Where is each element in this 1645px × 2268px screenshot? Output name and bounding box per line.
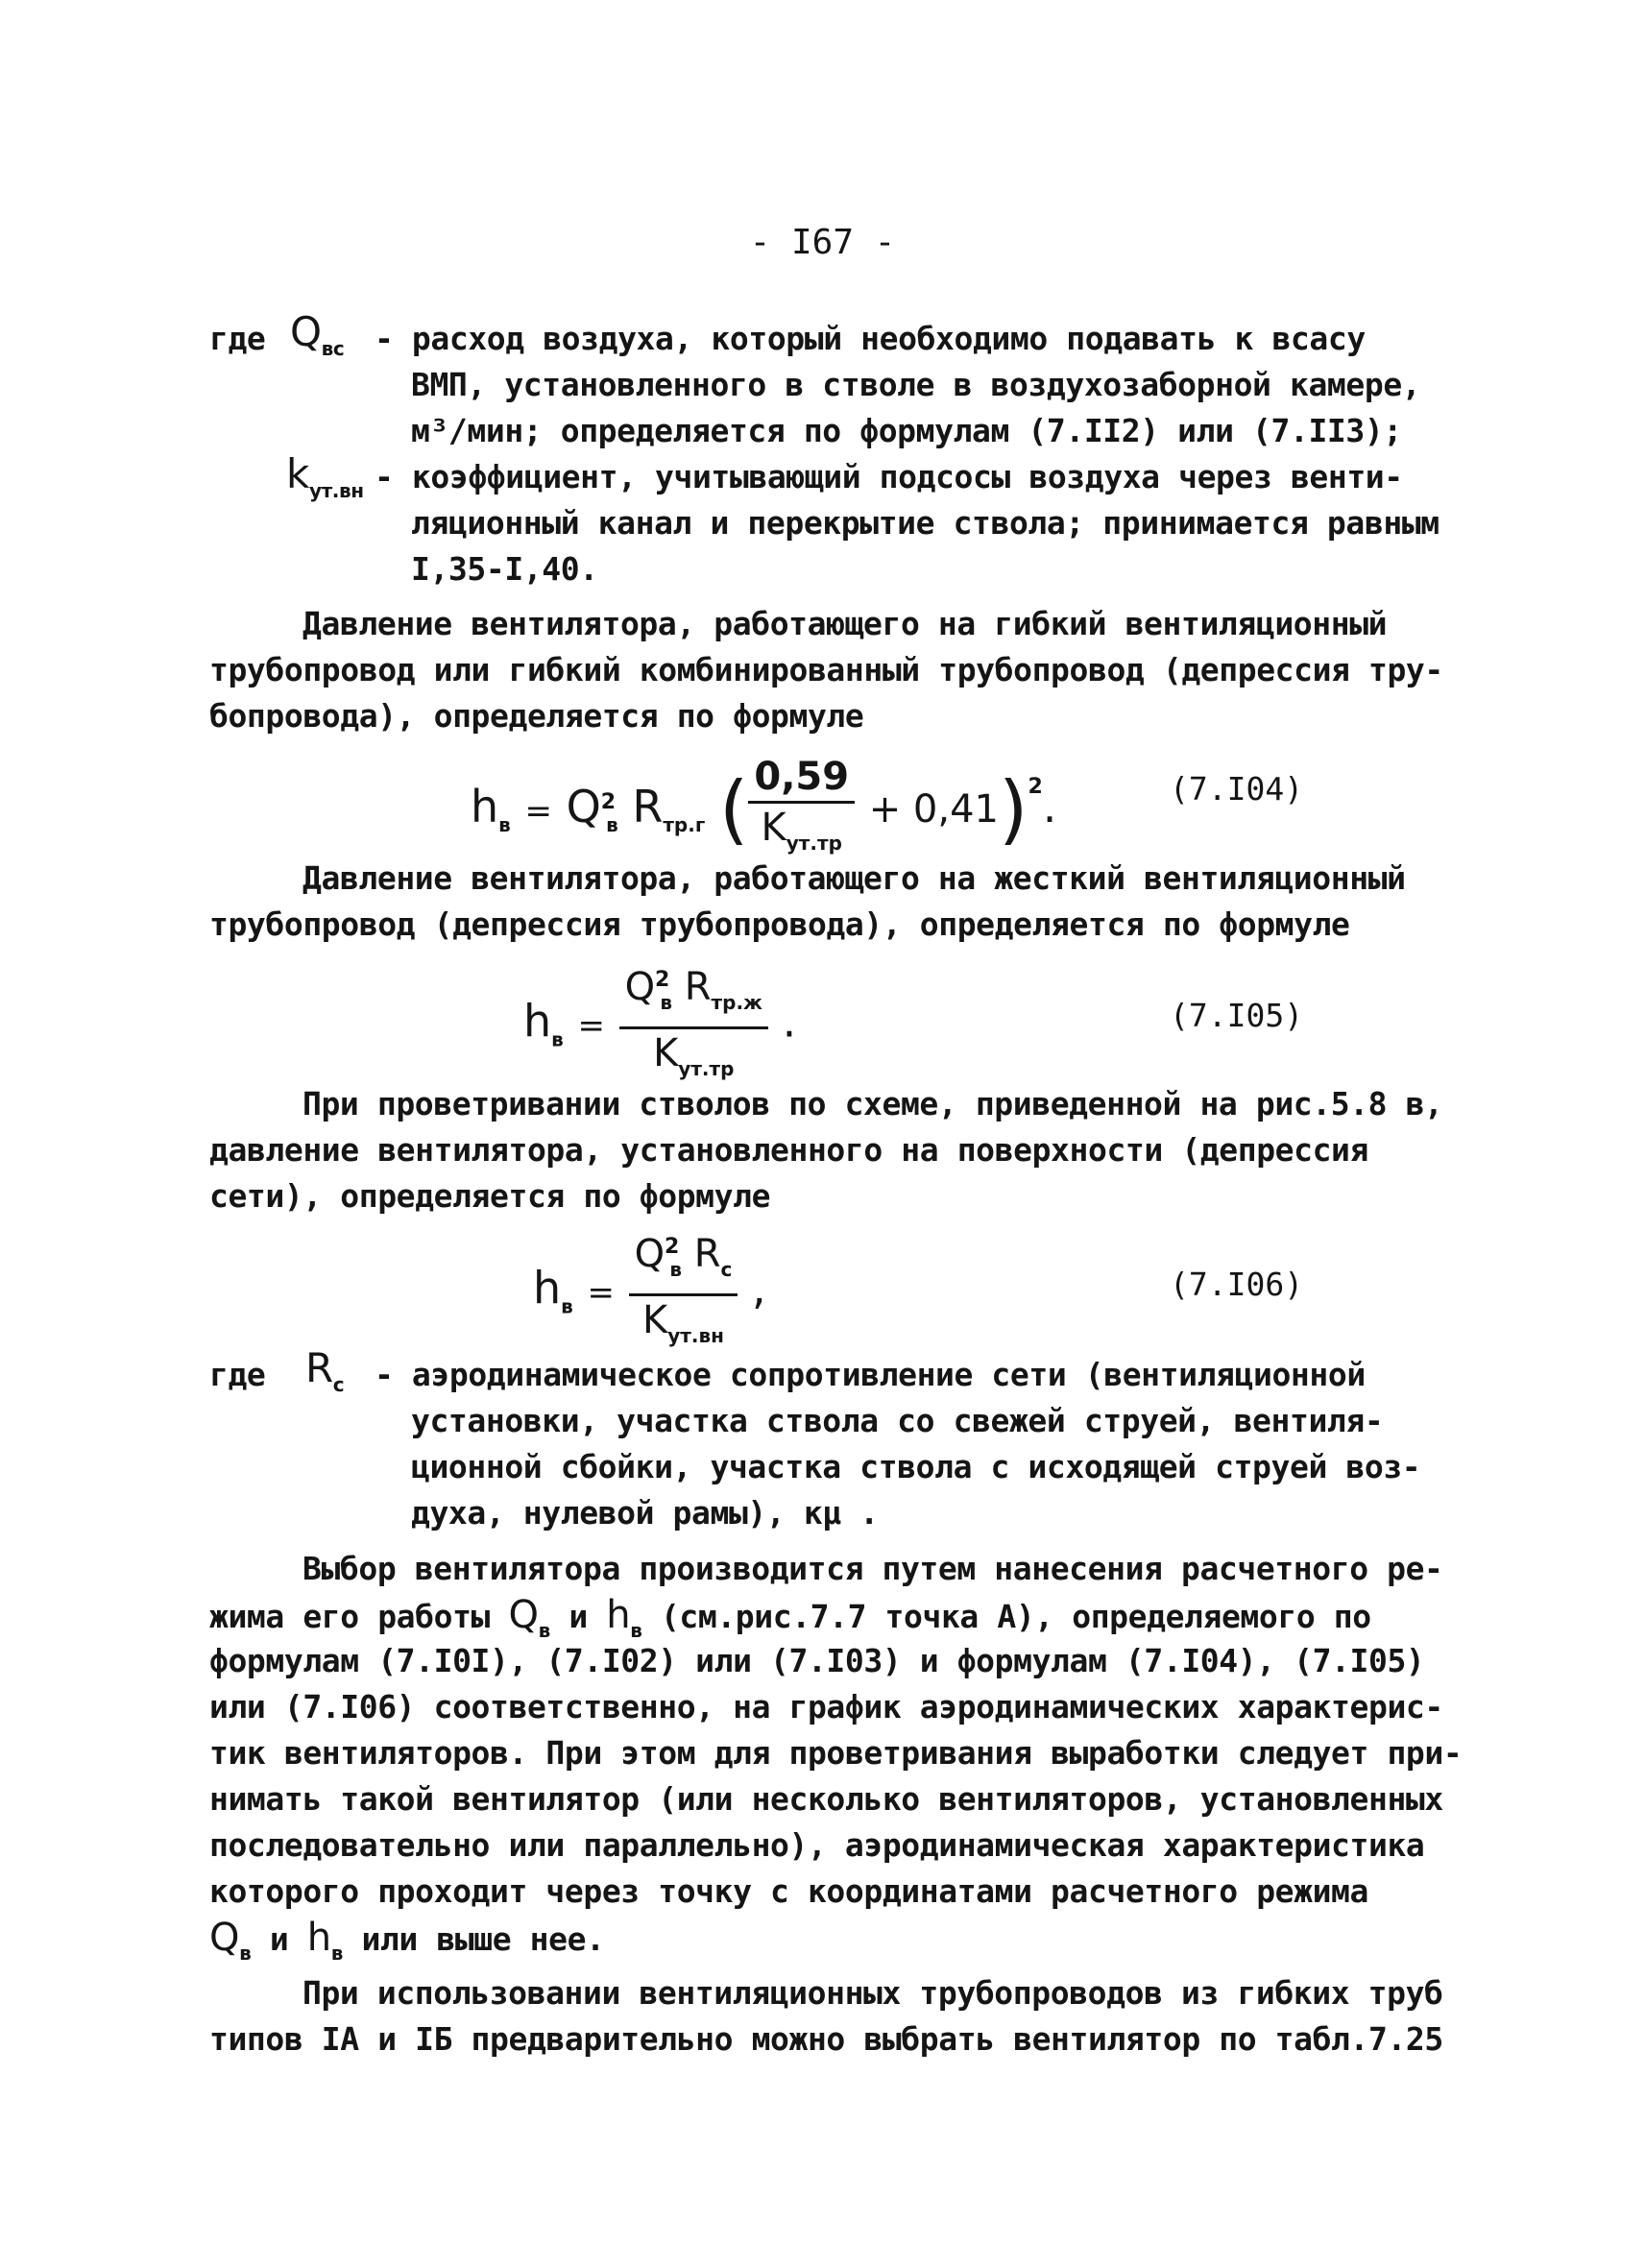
equation-7-105: $h_в$ = $\frac{Q^2_в R_{тр.ж}}{K_{ут.тр}}$ . [523, 958, 796, 1093]
page-number: - I67 - [749, 223, 896, 262]
para1-line-3: бопровода), определяется по формуле [209, 697, 864, 735]
equation-7-104-number: (7.I04) [1170, 770, 1304, 808]
para4-line-1: Выбор вентилятора производится путем нанесения расчетного ре- [302, 1550, 1443, 1587]
def2-symbol: $k_{ут.вн}$ [286, 450, 364, 502]
def1-line-2: ВМП, установленного в стволе в воздухозаборной камере, [411, 366, 1421, 403]
para4-line-5: тик вентиляторов. При этом для проветривания выработки следует при- [209, 1734, 1463, 1772]
para3-line-1: При проветривании стволов по схеме, приведенной на рис.5.8 в, [302, 1085, 1443, 1122]
para5-line-1: При использовании вентиляционных трубопроводов из гибких труб [302, 1974, 1443, 2012]
para4-line-9: $Q_в$ и $h_в$ или выше нее. [209, 1916, 605, 1965]
para4-line-3: формулам (7.I0I), (7.I02) или (7.I03) и формулам (7.I04), (7.I05) [209, 1642, 1425, 1679]
def1-line-3: м³/мин; определяется по формулам (7.II2) или (7.II3); [411, 412, 1402, 449]
para3-line-2: давление вентилятора, установленного на поверхности (депрессия [209, 1131, 1368, 1169]
equation-7-106: $h_в$ = $\frac{Q^2_в R_с}{K_{ут.вн}}$ , [533, 1225, 766, 1360]
def1-where: где [209, 320, 266, 357]
def2-line-3: I,35-I,40. [411, 550, 598, 588]
def1-line-1: - расход воздуха, который необходимо подавать к всасу [375, 320, 1366, 357]
para1-line-1: Давление вентилятора, работающего на гибкий вентиляционный [302, 605, 1388, 642]
equation-7-106-number: (7.I06) [1170, 1266, 1304, 1303]
def3-symbol: $R_с$ [305, 1344, 345, 1396]
def1-symbol: $Q_{вс}$ [290, 308, 345, 360]
para4-line-2: жима его работы $Q_в$ и $h_в$ (см.рис.7.7 точка А), определяемого по [209, 1593, 1371, 1642]
para1-line-2: трубопровод или гибкий комбинированный трубопровод (депрессия тру- [209, 651, 1443, 688]
def2-line-1: - коэффициент, учитывающий подсосы воздуха через венти- [375, 458, 1403, 495]
def3-line-1: - аэродинамическое сопротивление сети (вентиляционной [375, 1356, 1366, 1393]
def2-line-2: ляционный канал и перекрытие ствола; принимается равным [411, 504, 1439, 542]
def3-where: где [209, 1356, 266, 1393]
def3-line-4: духа, нулевой рамы), кμ . [411, 1494, 879, 1532]
para5-line-2: типов IА и IБ предварительно можно выбрать вентилятор по табл.7.25 [209, 2020, 1443, 2058]
equation-7-105-number: (7.I05) [1170, 997, 1304, 1034]
para4-line-8: которого проходит через точку с координатами расчетного режима [209, 1872, 1368, 1910]
def3-line-3: ционной сбойки, участка ствола с исходящей струей воз- [411, 1448, 1421, 1485]
equation-7-104: $h_в = Q^2_в$ $R_{тр.г}$ ( $\frac{0,59}{K_{ут.тр}}$ + 0,41)$^2$. [471, 755, 1057, 855]
para2-line-2: трубопровод (депрессия трубопровода), определяется по формуле [209, 905, 1350, 943]
def3-line-2: установки, участка ствола со свежей струей, вентиля- [411, 1402, 1384, 1439]
para2-line-1: Давление вентилятора, работающего на жесткий вентиляционный [302, 859, 1406, 897]
para3-line-3: сети), определяется по формуле [209, 1177, 771, 1215]
para4-line-4: или (7.I06) соответственно, на график аэродинамических характерис- [209, 1688, 1443, 1725]
para4-line-7: последовательно или параллельно), аэродинамическая характеристика [209, 1826, 1425, 1864]
para4-line-6: нимать такой вентилятор (или несколько вентиляторов, установленных [209, 1780, 1443, 1818]
